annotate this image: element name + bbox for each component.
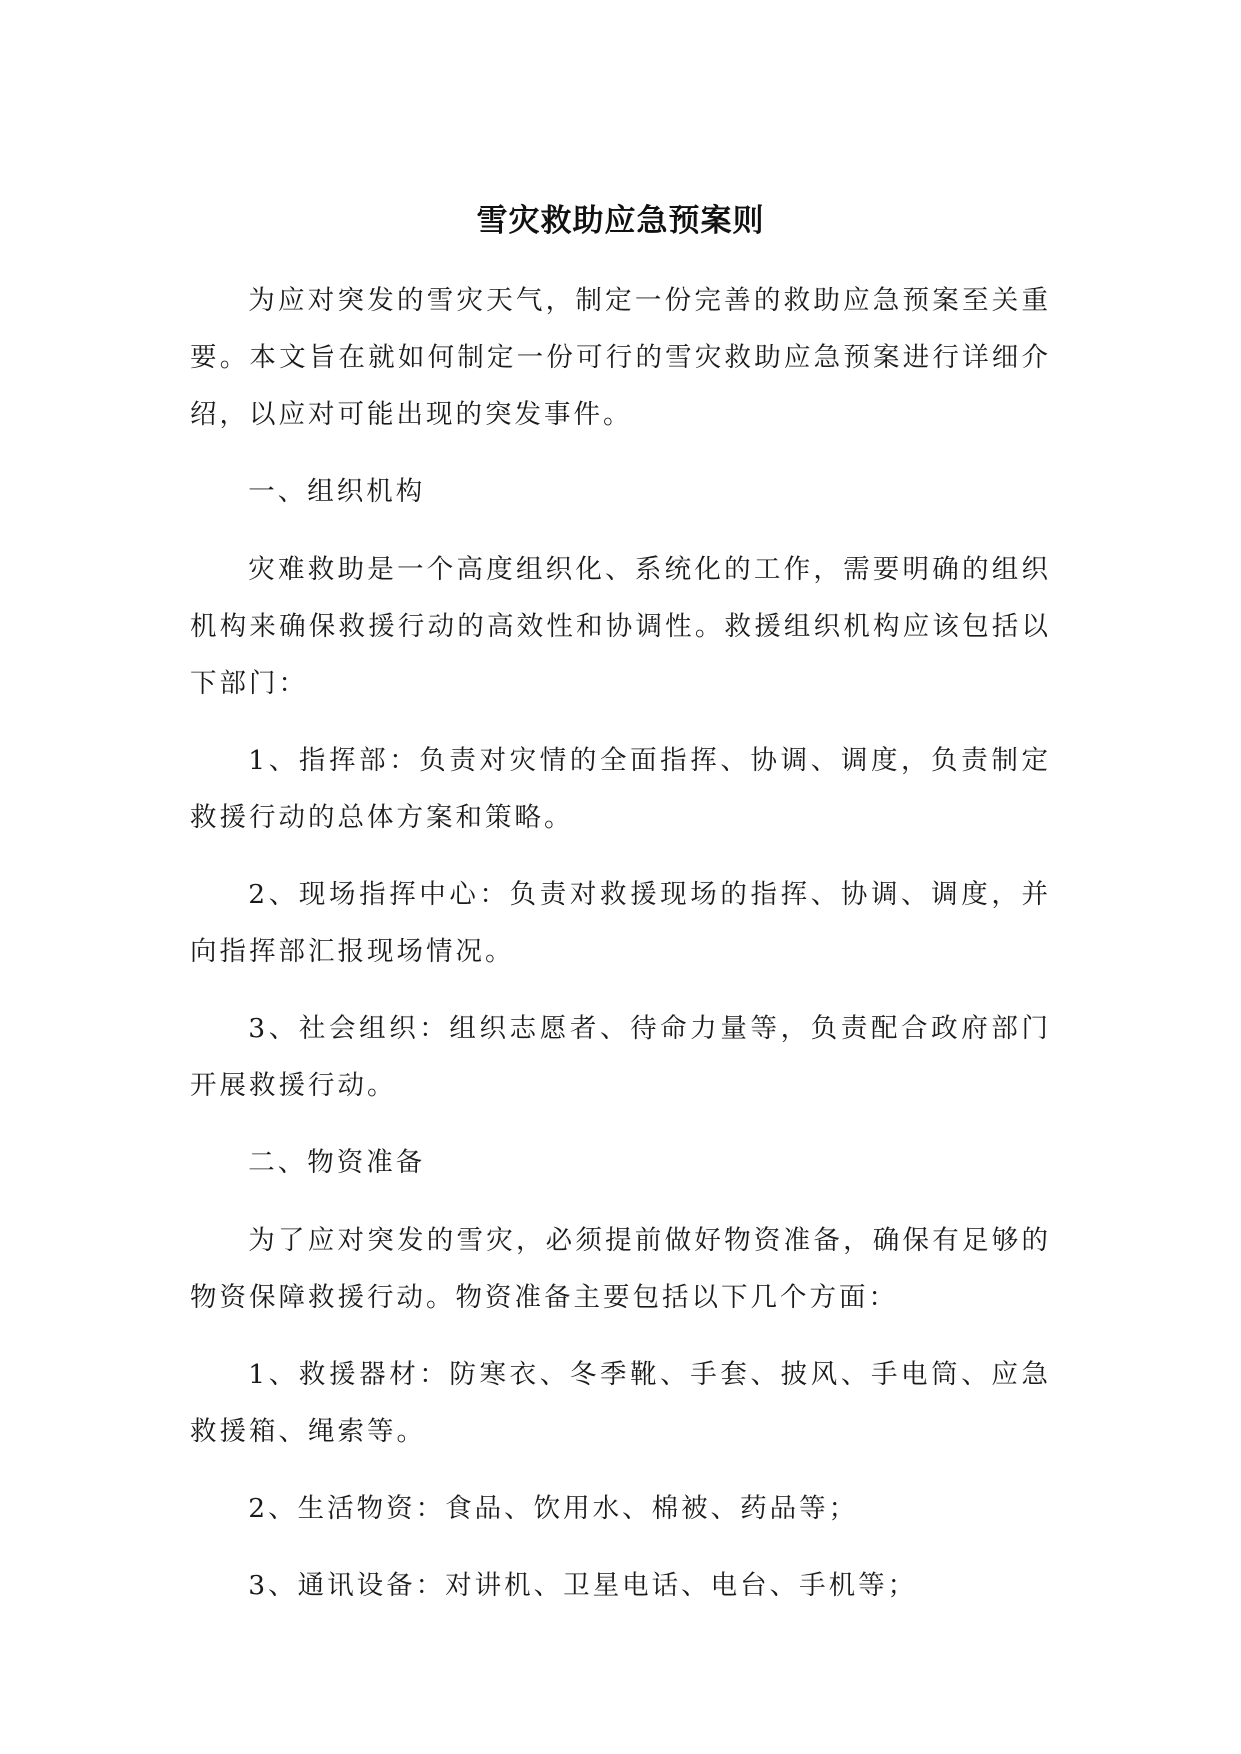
- list-item-communication-devices: 3、通讯设备：对讲机、卫星电话、电台、手机等；: [248, 1570, 918, 1601]
- document-title: 雪灾救助应急预案则: [476, 202, 765, 239]
- list-item-rescue-equipment: 1、救援器材：防寒衣、冬季靴、手套、披风、手电筒、应急救援箱、绳索等。: [190, 1359, 1051, 1447]
- section-heading-supplies: 二、物资准备: [248, 1147, 426, 1178]
- organization-paragraph: 灾难救助是一个高度组织化、系统化的工作，需要明确的组织机构来确保救援行动的高效性和协调性。救援组织机构应该包括以下部门：: [190, 554, 1051, 699]
- list-item-social-organization: 3、社会组织：组织志愿者、待命力量等，负责配合政府部门开展救援行动。: [190, 1013, 1051, 1101]
- intro-paragraph: 为应对突发的雪灾天气，制定一份完善的救助应急预案至关重要。本文旨在就如何制定一份可行的雪灾救助应急预案进行详细介绍，以应对可能出现的突发事件。: [190, 285, 1051, 430]
- document-body: [190, 272, 1051, 1634]
- section-heading-organization: 一、组织机构: [248, 476, 426, 507]
- list-item-field-command: 2、现场指挥中心：负责对救援现场的指挥、协调、调度，并向指挥部汇报现场情况。: [190, 879, 1051, 967]
- list-item-command-center: 1、指挥部：负责对灾情的全面指挥、协调、调度，负责制定救援行动的总体方案和策略。: [190, 745, 1051, 833]
- list-item-living-supplies: 2、生活物资：食品、饮用水、棉被、药品等；: [248, 1493, 859, 1524]
- supplies-paragraph: 为了应对突发的雪灾，必须提前做好物资准备，确保有足够的物资保障救援行动。物资准备主要包括以下几个方面：: [190, 1225, 1051, 1313]
